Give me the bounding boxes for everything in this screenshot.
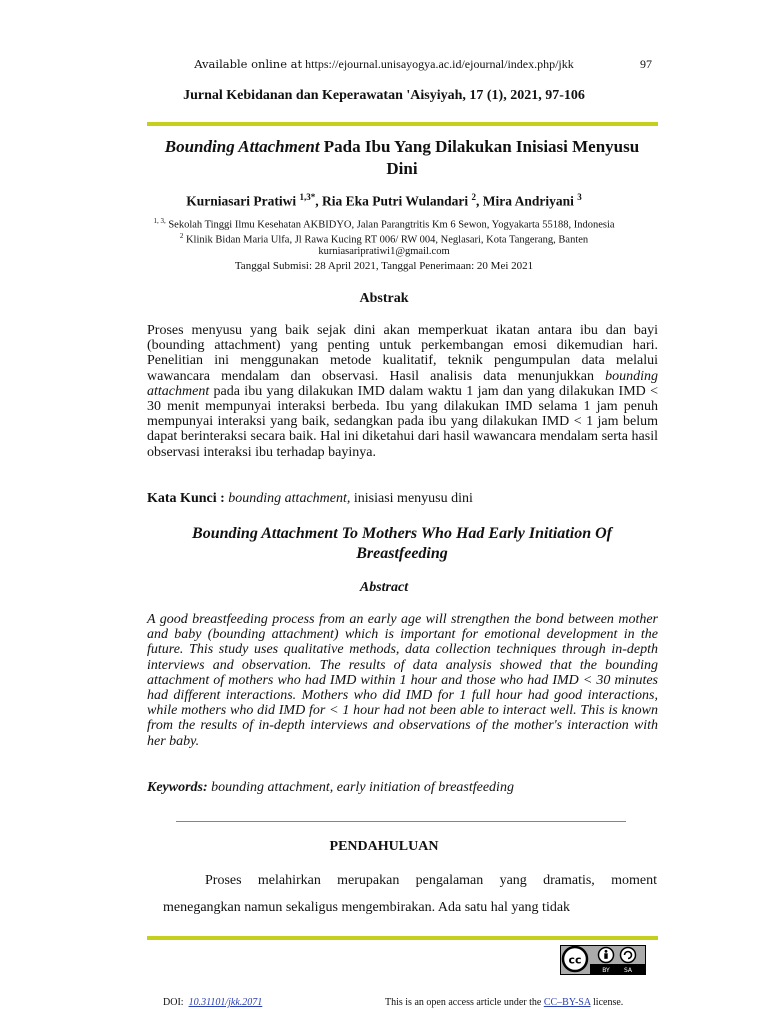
author-2: , Ria Eka Putri Wulandari: [315, 193, 469, 209]
page-number: 97: [640, 57, 652, 71]
svg-text:cc: cc: [568, 953, 582, 967]
kata-kunci-italic: bounding attachment,: [224, 491, 351, 506]
bottom-accent-bar: [147, 936, 658, 940]
svg-text:BY: BY: [602, 967, 610, 974]
abstract-text: A good breastfeeding process from an early age will strengthen the bond between mother and baby (bounding attachment) which is important for emotional development in the future. This study uses qualitative methods, data collection techniques through in-depth interviews and observation. The results of data analysis showed that the bounding attachment of mothers who had IMD within 1 hour and those who had IMD < 30 minutes had different interactions. Mothers who did IMD for 1 full hour had good interactions, while mothers who did IMD for < 1 hour had not been able to interact well. This is known from the results of in-depth interviews and observations of the mother's interaction with her baby.: [147, 612, 658, 749]
keywords-label: Keywords:: [147, 780, 208, 795]
license-link[interactable]: CC–BY-SA: [543, 997, 591, 1008]
author-1: Kurniasari Pratiwi: [186, 193, 297, 209]
title-line2: Dini: [386, 159, 418, 178]
author-3: , Mira Andriyani: [476, 193, 574, 209]
available-prefix: Available online at: [194, 57, 303, 71]
paper-title: [140, 136, 664, 180]
submission-dates: Tanggal Submisi: 28 April 2021, Tanggal Penerimaan: 20 Mei 2021: [234, 260, 534, 272]
license-line: [385, 997, 623, 1008]
english-title: [140, 524, 664, 564]
abstrak-heading: Abstrak: [359, 291, 409, 306]
abstrak-text-part1: Proses menyusu yang baik sejak dini akan memperkuat ikatan antara ibu dan bayi (bounding attachment) yang penting untuk perkembangan emosi dikemudian hari. Penelitian ini menggunakan metode kualitatif, teknik pengumpulan data melalui wawancara mendalam dan observasi. Hasil analisis data menunjukkan: [147, 323, 658, 384]
cc-by-sa-badge-icon[interactable]: [560, 945, 646, 975]
doi-link[interactable]: 10.31101/jkk.2071: [188, 997, 263, 1008]
license-prefix: This is an open access article under the: [385, 997, 542, 1008]
english-title-line2: Breastfeeding: [356, 545, 448, 562]
doi-line: [163, 997, 262, 1008]
abstrak-text-part2: pada ibu yang dilakukan IMD dalam waktu 1 jam dan yang dilakukan IMD < 30 menit mempunyai interaksi berbeda. Ibu yang dilakukan IMD selama 1 jam penuh mempunyai interaksi yang baik, sedangkan pada ibu yang dilakukan IMD < 1 jam belum dapat berinteraksi secara baik. Hal ini diketahui dari hasil wawancara mendalam serta hasil observasi interaksi ibu terhadap bayinya.: [147, 383, 658, 460]
svg-text:SA: SA: [623, 967, 633, 974]
license-suffix: license.: [593, 997, 624, 1008]
affiliation-1-text: Sekolah Tinggi Ilmu Kesehatan AKBIDYO, Jalan Parangtritis Km 6 Sewon, Yogyakarta 55188, Indonesia: [168, 219, 615, 231]
author-3-sup: 3: [577, 192, 582, 202]
pendahuluan-heading: PENDAHULUAN: [329, 839, 439, 854]
title-rest: Pada Ibu Yang Dilakukan Inisiasi Menyusu: [319, 137, 640, 156]
abstrak-text: [147, 323, 658, 460]
affiliation-2-sup: 2: [179, 232, 184, 240]
journal-citation: Jurnal Kebidanan dan Keperawatan 'Aisyiyah, 17 (1), 2021, 97-106: [183, 88, 585, 103]
kata-kunci: [147, 491, 658, 507]
english-title-line1: Bounding Attachment To Mothers Who Had Early Initiation Of: [192, 525, 612, 542]
affiliation-2-text: Klinik Bidan Maria Ulfa, Jl Rawa Kucing RT 006/ RW 004, Neglasari, Kota Tangerang, Banten: [185, 234, 589, 246]
kata-kunci-rest: inisiasi menyusu dini: [350, 491, 473, 506]
author-list: [0, 192, 768, 210]
abstract-heading: Abstract: [359, 580, 409, 595]
kata-kunci-label: Kata Kunci :: [147, 491, 225, 506]
top-accent-bar: [147, 122, 658, 126]
author-email[interactable]: kurniasaripratiwi1@gmail.com: [318, 246, 450, 257]
keywords-text: bounding attachment, early initiation of breastfeeding: [207, 780, 514, 795]
author-1-sup: 1,3*: [299, 192, 316, 202]
abstrak-text-italic: bounding attachment: [147, 368, 658, 399]
affiliation-1-sup: 1, 3,: [153, 217, 166, 225]
intro-paragraph: Proses melahirkan merupakan pengalaman yang dramatis, moment menegangkan namun sekaligus mengembirakan. Ada satu hal yang tidak: [163, 873, 657, 915]
doi-label: DOI:: [163, 997, 184, 1008]
author-2-sup: 2: [471, 192, 477, 202]
section-divider: [176, 821, 626, 822]
journal-url[interactable]: https://ejournal.unisayogya.ac.id/ejournal/index.php/jkk: [305, 57, 574, 71]
keywords: [147, 780, 658, 796]
header-availability: [0, 57, 768, 72]
title-italic-part: Bounding Attachment: [164, 137, 320, 156]
